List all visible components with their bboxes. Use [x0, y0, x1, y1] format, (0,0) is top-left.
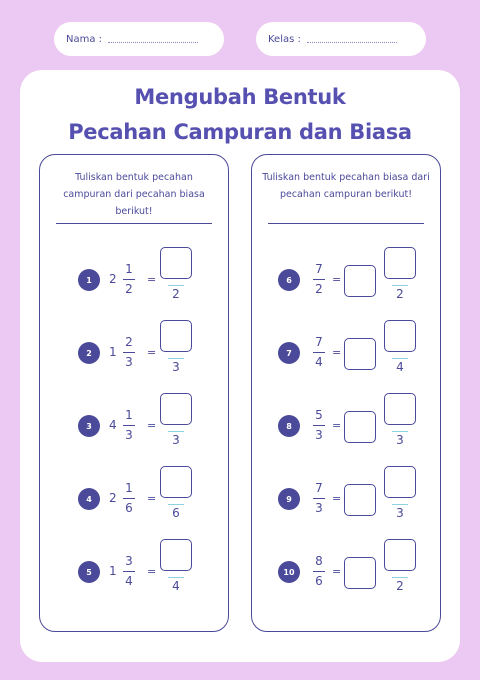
denominator: 6	[125, 501, 133, 515]
fraction-bar	[313, 425, 325, 426]
class-field[interactable]	[256, 22, 426, 56]
question-number-badge: 10	[278, 561, 300, 583]
answer-box[interactable]	[384, 393, 416, 425]
right-instruction: Tuliskan bentuk pecahan biasa dari pecahan campuran berikut!	[262, 172, 430, 200]
fraction-bar	[123, 425, 135, 426]
whole-number: 4	[109, 418, 117, 432]
equals-sign: =	[332, 273, 342, 286]
question-row	[40, 468, 230, 520]
fraction-bar	[123, 498, 135, 499]
equals-sign: =	[332, 565, 342, 578]
equals-sign: =	[147, 565, 157, 578]
question-row	[40, 322, 230, 374]
equals-sign: =	[147, 492, 157, 505]
left-divider	[56, 223, 212, 224]
answer-denominator: 2	[172, 287, 180, 301]
fraction-bar	[123, 279, 135, 280]
left-panel	[39, 154, 229, 632]
denominator: 6	[315, 574, 323, 588]
worksheet	[20, 70, 460, 662]
answer-fraction-bar	[168, 358, 184, 359]
class-line[interactable]	[307, 42, 397, 43]
denominator: 4	[125, 574, 133, 588]
fraction-bar	[123, 571, 135, 572]
answer-fraction-bar	[168, 285, 184, 286]
fraction-bar	[313, 279, 325, 280]
page-title-line-1: Mengubah Bentuk	[134, 85, 346, 109]
fraction-bar	[123, 352, 135, 353]
name-line[interactable]	[108, 42, 198, 43]
denominator: 3	[315, 501, 323, 515]
numerator: 5	[315, 408, 323, 422]
numerator: 1	[125, 481, 133, 495]
question-row	[40, 249, 230, 301]
equals-sign: =	[147, 273, 157, 286]
answer-denominator: 2	[396, 287, 404, 301]
equals-sign: =	[147, 346, 157, 359]
numerator: 2	[125, 335, 133, 349]
fraction-bar	[313, 571, 325, 572]
equals-sign: =	[332, 492, 342, 505]
numerator: 7	[315, 262, 323, 276]
whole-number: 2	[109, 272, 117, 286]
denominator: 3	[125, 428, 133, 442]
numerator: 7	[315, 481, 323, 495]
left-instruction: Tuliskan bentuk pecahan campuran dari pecahan biasa berikut!	[63, 172, 205, 217]
answer-whole-box[interactable]	[344, 338, 376, 370]
answer-box[interactable]	[160, 539, 192, 571]
question-number-badge: 6	[278, 269, 300, 291]
right-panel	[251, 154, 441, 632]
question-row	[252, 541, 442, 593]
answer-box[interactable]	[160, 320, 192, 352]
answer-fraction-bar	[392, 504, 408, 505]
answer-box[interactable]	[384, 466, 416, 498]
answer-fraction-bar	[168, 431, 184, 432]
question-number-badge: 4	[78, 488, 100, 510]
name-field[interactable]	[54, 22, 224, 56]
equals-sign: =	[332, 419, 342, 432]
answer-fraction-bar	[392, 577, 408, 578]
answer-box[interactable]	[384, 320, 416, 352]
denominator: 4	[315, 355, 323, 369]
answer-denominator: 3	[172, 433, 180, 447]
whole-number: 2	[109, 491, 117, 505]
answer-denominator: 2	[396, 579, 404, 593]
name-label: Nama :	[66, 33, 103, 45]
answer-denominator: 3	[396, 506, 404, 520]
class-label: Kelas :	[268, 33, 301, 45]
question-row	[252, 395, 442, 447]
numerator: 1	[125, 262, 133, 276]
numerator: 8	[315, 554, 323, 568]
question-number-badge: 3	[78, 415, 100, 437]
fraction-bar	[313, 498, 325, 499]
question-row	[40, 541, 230, 593]
question-row	[40, 395, 230, 447]
question-row	[252, 468, 442, 520]
question-number-badge: 9	[278, 488, 300, 510]
answer-fraction-bar	[392, 358, 408, 359]
question-number-badge: 7	[278, 342, 300, 364]
answer-fraction-bar	[168, 504, 184, 505]
answer-box[interactable]	[384, 247, 416, 279]
numerator: 1	[125, 408, 133, 422]
denominator: 3	[315, 428, 323, 442]
question-number-badge: 5	[78, 561, 100, 583]
page-title-line-2: Pecahan Campuran dan Biasa	[68, 120, 412, 144]
answer-denominator: 6	[172, 506, 180, 520]
question-number-badge: 8	[278, 415, 300, 437]
whole-number: 1	[109, 345, 117, 359]
answer-box[interactable]	[160, 247, 192, 279]
answer-box[interactable]	[384, 539, 416, 571]
numerator: 7	[315, 335, 323, 349]
answer-fraction-bar	[392, 285, 408, 286]
answer-fraction-bar	[168, 577, 184, 578]
equals-sign: =	[332, 346, 342, 359]
answer-whole-box[interactable]	[344, 484, 376, 516]
answer-box[interactable]	[160, 466, 192, 498]
question-number-badge: 1	[78, 269, 100, 291]
fraction-bar	[313, 352, 325, 353]
answer-denominator: 4	[396, 360, 404, 374]
whole-number: 1	[109, 564, 117, 578]
answer-denominator: 4	[172, 579, 180, 593]
equals-sign: =	[147, 419, 157, 432]
right-divider	[268, 223, 424, 224]
question-row	[252, 322, 442, 374]
answer-fraction-bar	[392, 431, 408, 432]
denominator: 2	[315, 282, 323, 296]
numerator: 3	[125, 554, 133, 568]
answer-whole-box[interactable]	[344, 557, 376, 589]
denominator: 2	[125, 282, 133, 296]
answer-whole-box[interactable]	[344, 265, 376, 297]
answer-box[interactable]	[160, 393, 192, 425]
answer-denominator: 3	[172, 360, 180, 374]
question-row	[252, 249, 442, 301]
answer-whole-box[interactable]	[344, 411, 376, 443]
question-number-badge: 2	[78, 342, 100, 364]
denominator: 3	[125, 355, 133, 369]
answer-denominator: 3	[396, 433, 404, 447]
